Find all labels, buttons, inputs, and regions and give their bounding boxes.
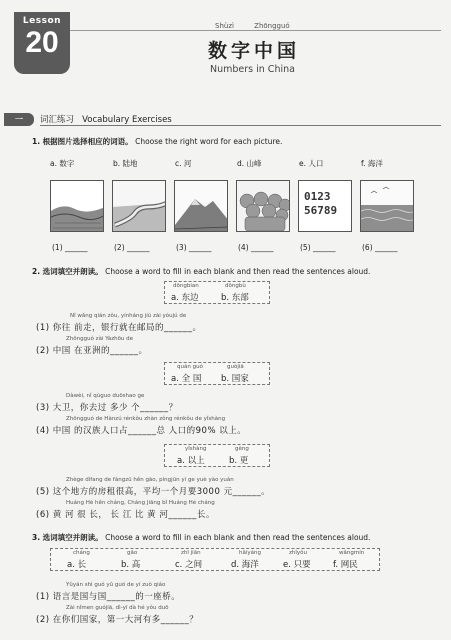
q1-prompt-cn: 1. 根据图片选择相应的词语。 — [32, 137, 133, 146]
wordbox-pinyin: zhī jiān — [181, 550, 201, 556]
wordbox-option: a. 长 — [67, 560, 87, 570]
q1-blank-3[interactable]: (3) ______ — [176, 243, 212, 252]
lesson-label: Lesson — [22, 16, 62, 26]
wordbox-option: b. 东部 — [221, 293, 249, 303]
q1-blank-6[interactable]: (6) ______ — [362, 243, 398, 252]
wordbox-option: c. 之间 — [175, 560, 203, 570]
river-icon — [112, 180, 166, 232]
q2-wordbox-3 — [164, 444, 270, 467]
sentence-pinyin: Zài nǐmen guójiā, dì-yī dà hé yǒu duō — [66, 605, 169, 611]
section-rule — [40, 125, 441, 126]
q1-prompt-en: Choose the right word for each picture. — [135, 137, 283, 146]
landscape-icon — [50, 180, 104, 232]
mountain-icon — [174, 180, 228, 232]
wordbox-pinyin: gèng — [235, 446, 249, 452]
crowd-icon — [236, 180, 290, 232]
wordbox-pinyin: guójiā — [227, 364, 244, 370]
sentence-pinyin: Zhège dìfang de fángzū hěn gāo, píngjūn yí ge yuè yào yuán — [66, 477, 234, 483]
lesson-number: 20 — [25, 26, 59, 59]
q2-wordbox-1 — [164, 281, 270, 304]
q3-sentence-2: (2) 在你们国家，第一大河有多______？ — [36, 615, 199, 625]
wordbox-pinyin: gāo — [127, 550, 138, 556]
numbers-icon — [298, 180, 352, 232]
q1-blank-2[interactable]: (2) ______ — [114, 243, 150, 252]
q2-sentence-4: (4) 中国 的汉族人口占______总 人口的90% 以上。 — [36, 426, 247, 436]
wordbox-option: e. 只要 — [283, 560, 311, 570]
sentence-pinyin: Zhōngguó de Hànzú rénkǒu zhàn zǒng rénkǒu de yǐshàng — [66, 416, 226, 422]
q3-prompt-cn: 3. 选词填空并朗读。 — [32, 533, 103, 542]
section-title-cn: 词汇练习 — [40, 115, 75, 125]
wordbox-pinyin: dōngbian — [173, 283, 199, 289]
wordbox-pinyin: dōngbù — [225, 283, 246, 289]
wordbox-option: a. 以上 — [177, 456, 205, 466]
q3-prompt-en: Choose a word to fill in each blank and then read the sentences aloud. — [105, 533, 371, 542]
section-title — [40, 113, 172, 125]
q1-option-f: f. 海洋 — [361, 159, 383, 168]
q1-prompt — [32, 136, 282, 147]
q1-blank-1[interactable]: (1) ______ — [52, 243, 88, 252]
wordbox-pinyin: wǎngmín — [339, 550, 365, 556]
q3-sentence-1: (1) 语言是国与国______的一座桥。 — [36, 592, 181, 602]
sentence-pinyin: Zhōngguó zài Yàzhōu de — [66, 336, 134, 342]
section-title-en: Vocabulary Exercises — [82, 115, 172, 125]
q2-sentence-1: (1) 你往 前走，银行就在邮局的______。 — [36, 323, 202, 333]
section-number: 一 — [4, 113, 34, 126]
wordbox-option: f. 网民 — [333, 560, 358, 570]
q1-option-c: c. 河 — [175, 159, 192, 168]
wordbox-pinyin: cháng — [73, 550, 90, 556]
sea-icon — [360, 180, 414, 232]
wordbox-option: b. 高 — [121, 560, 141, 570]
wordbox-pinyin: zhǐyǒu — [289, 550, 308, 556]
q2-sentence-5: (5) 这个地方的房租很高，平均一个月要3000 元______。 — [36, 487, 271, 497]
page-subtitle: Numbers in China — [210, 64, 295, 75]
wordbox-option: b. 国家 — [221, 374, 249, 384]
q2-sentence-3: (3) 大卫，你去过 多少 个______？ — [36, 403, 178, 413]
wordbox-pinyin: hǎiyáng — [239, 550, 261, 556]
wordbox-option: d. 海洋 — [231, 560, 259, 570]
wordbox-pinyin: yǐshàng — [185, 446, 207, 452]
q2-wordbox-2 — [164, 362, 270, 385]
q2-prompt-cn: 2. 选词填空并朗读。 — [32, 267, 103, 276]
q2-prompt — [32, 266, 370, 277]
wordbox-option: a. 全 国 — [171, 374, 202, 384]
q1-option-d: d. 山峰 — [237, 159, 262, 168]
q1-option-a: a. 数字 — [50, 159, 75, 168]
q1-option-e: e. 人口 — [299, 159, 324, 168]
header-rule — [70, 30, 441, 31]
sentence-pinyin: Dàwèi, nǐ qùguo duōshao ge — [66, 393, 145, 399]
q1-option-b: b. 陆地 — [113, 159, 138, 168]
q3-wordbox — [50, 548, 380, 571]
title-pinyin: Shùzì Zhōngguó — [215, 22, 290, 30]
sentence-pinyin: Nǐ wǎng qián zǒu, yínháng jiù zài yóujú de — [70, 313, 187, 319]
lesson-badge — [14, 12, 70, 74]
q2-sentence-6: (6) 黄 河 很 长， 长 江 比 黄 河______长。 — [36, 510, 215, 520]
q2-prompt-en: Choose a word to fill in each blank and then read the sentences aloud. — [105, 267, 371, 276]
sentence-pinyin: Huáng Hé hěn cháng, Cháng Jiāng bǐ Huáng Hé cháng — [66, 500, 215, 506]
q2-sentence-2: (2) 中国 在亚洲的______。 — [36, 346, 148, 356]
wordbox-option: b. 更 — [229, 456, 249, 466]
sentence-pinyin: Yǔyán shì guó yǔ guó de yí zuò qiáo — [66, 582, 166, 588]
q1-blank-4[interactable]: (4) ______ — [238, 243, 274, 252]
wordbox-option: a. 东边 — [171, 293, 199, 303]
wordbox-pinyin: quán guó — [177, 364, 203, 370]
numbers-line-2: 56789 — [304, 204, 338, 217]
q1-blank-5[interactable]: (5) ______ — [300, 243, 336, 252]
numbers-line-1: 0123 — [304, 190, 331, 203]
q3-prompt — [32, 532, 370, 543]
page-title: 数字中国 — [208, 40, 301, 62]
